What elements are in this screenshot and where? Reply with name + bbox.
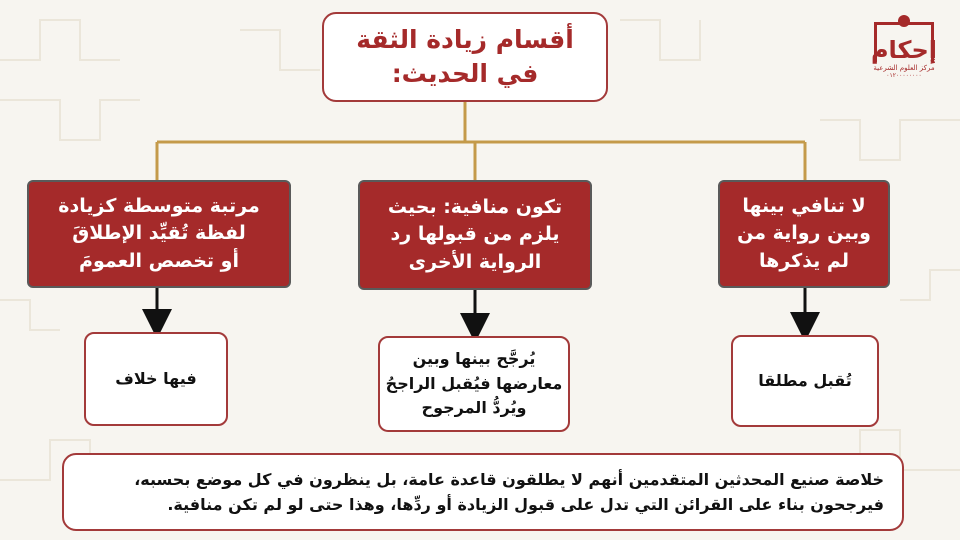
category-intermediate <box>27 180 291 288</box>
dome-icon <box>898 15 910 27</box>
category-line: لا تنافي بينها <box>742 194 866 217</box>
logo-word: إحكام <box>870 36 938 64</box>
logo-phone: ٠١٢٠٠٠٠٠٠٠٠ <box>886 72 922 79</box>
category-contradicting <box>358 180 592 290</box>
category-line: وبين رواية من <box>737 222 871 245</box>
result-disputed <box>84 332 228 426</box>
title-line-2: في الحديث: <box>391 59 539 88</box>
category-line: الرواية الأخرى <box>408 250 542 273</box>
category-line: مرتبة متوسطة كزيادة <box>58 194 260 217</box>
category-line: أو تخصص العمومَ <box>79 249 239 272</box>
category-line: لم يذكرها <box>759 249 849 272</box>
title-line-1: أقسام زيادة الثقة <box>356 25 574 55</box>
diagram-title <box>322 12 608 102</box>
logo-subtitle: مركز العلوم الشرعية <box>873 64 935 72</box>
category-line: لفظة تُقيِّد الإطلاقَ <box>72 222 246 245</box>
summary-line-2: فيرجحون بناء على القرائن التي تدل على قبول الزيادة أو ردِّها، وهذا حتى لو لم تكن منافية. <box>167 495 884 514</box>
summary-line-1: خلاصة صنيع المحدثين المتقدمين أنهم لا يطلقون قاعدة عامة، بل ينظرون في كل موضع بحسبه، <box>134 470 884 490</box>
result-weighed <box>378 336 570 432</box>
brand-logo <box>862 20 946 90</box>
result-line: يُرجَّح بينها وبين <box>412 348 536 368</box>
category-line: يلزم من قبولها رد <box>390 223 560 246</box>
result-line: تُقبل مطلقا <box>758 370 852 390</box>
mosque-frame-icon <box>870 22 938 64</box>
summary-box <box>62 453 904 531</box>
result-line: فيها خلاف <box>115 368 197 388</box>
result-line: ويُردُّ المرجوح <box>421 398 527 418</box>
result-line: معارضها فيُقبل الراجحُ <box>385 373 563 393</box>
result-accepted <box>731 335 879 427</box>
category-no-contradiction <box>718 180 890 288</box>
category-line: تكون منافية: بحيث <box>387 195 563 218</box>
